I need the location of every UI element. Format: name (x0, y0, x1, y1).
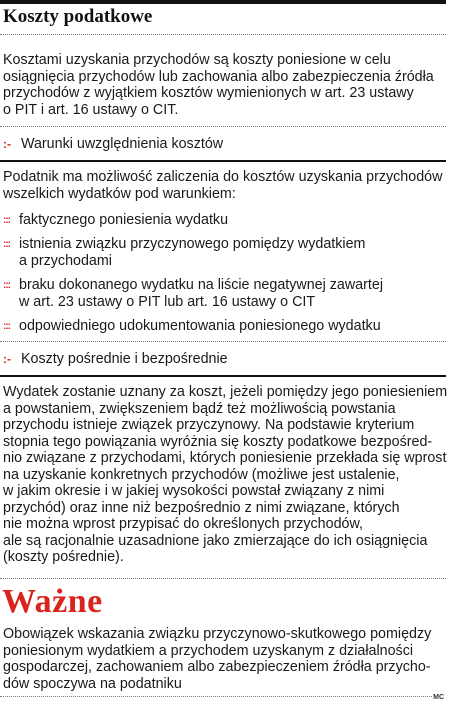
list-item (3, 318, 381, 336)
divider (0, 126, 446, 127)
text-line: Wydatek zostanie uznany za koszt, jeżeli pomiędzy jego poniesieniem (3, 384, 448, 400)
text-line: poniesionym wydatkiem a przychodem uzyskanym z działalności (3, 642, 414, 659)
section-rule (0, 160, 446, 162)
important-heading: Ważne (2, 583, 103, 620)
list-item (3, 277, 383, 310)
text-line: nio związane z przychodami, których poniesienie przekłada się wprost (3, 450, 447, 466)
text-line: przychód) oraz inne niż bezpośrednio z nimi związane, których (3, 499, 400, 516)
text-line: przychodów z wyjątkiem kosztów wymienionych w art. 23 ustawy (3, 85, 414, 101)
bullet-icon: ::: (3, 239, 10, 250)
important-paragraph (3, 626, 431, 692)
bullet-icon: ::: (3, 321, 10, 332)
text-line: nie można wprost przypisać do określonych przychodów, (3, 516, 363, 532)
list-item (3, 236, 365, 269)
article-title: Koszty podatkowe (3, 6, 153, 27)
text-line: osiągnięcia przychodów lub zachowania albo zabezpieczenia źródła (3, 68, 434, 85)
intro-paragraph (3, 52, 434, 118)
divider (0, 34, 446, 35)
cost-types-paragraph (3, 384, 447, 566)
section-heading-label: Warunki uwzględnienia kosztów (21, 136, 224, 152)
list-item (3, 212, 228, 230)
text-line: faktycznego poniesienia wydatku (19, 212, 229, 228)
section-heading-label: Koszty pośrednie i bezpośrednie (21, 351, 228, 367)
divider (0, 696, 432, 697)
text-line: Podatnik ma możliwość zaliczenia do kosztów uzyskania przychodów (3, 169, 443, 185)
section-marker-icon: :- (3, 352, 11, 366)
section-heading-conditions (3, 136, 223, 153)
text-line: Kosztami uzyskania przychodów są koszty poniesione w celu (3, 52, 391, 68)
divider (0, 341, 446, 342)
text-line: ale są racjonalnie uzasadnione jako zmierzające do ich osiągnięcia (3, 532, 428, 549)
text-line: gospodarczej, zachowaniem albo zabezpieczeniem źródła przycho- (3, 659, 431, 675)
text-line: na uzyskanie konkretnych przychodów (możliwe jest ustalenie, (3, 466, 400, 483)
text-line: odpowiedniego udokumentowania poniesionego wydatku (19, 318, 381, 334)
text-line: a powstaniem, zwiększeniem bądź też możliwością powstania (3, 400, 396, 417)
section-marker-icon: :- (3, 137, 11, 151)
text-line: w art. 23 ustawy o PIT lub art. 16 ustawy o CIT (19, 293, 316, 310)
text-line: stopnia tego powiązania wyróżnia się koszty podatkowe bezpośred- (3, 433, 433, 450)
text-line: Obowiązek wskazania związku przyczynowo-skutkowego pomiędzy (3, 626, 432, 642)
text-line: dów spoczywa na podatniku (3, 675, 182, 692)
bullet-icon: ::: (3, 215, 10, 226)
section-heading-cost-types (3, 351, 228, 368)
section-rule (0, 375, 446, 377)
author-credit: MC (433, 694, 444, 701)
bullet-icon: ::: (3, 280, 10, 291)
divider (0, 578, 446, 579)
text-line: wszelkich wydatków pod warunkiem: (3, 185, 236, 202)
text-line: o PIT i art. 16 ustawy o CIT. (3, 101, 179, 118)
text-line: (koszty pośrednie). (3, 549, 124, 565)
text-line: braku dokonanego wydatku na liście negatywnej zawartej (19, 277, 383, 293)
conditions-lead (3, 169, 442, 202)
text-line: a przychodami (19, 252, 112, 269)
text-line: istnienia związku przyczynowego pomiędzy wydatkiem (19, 236, 366, 252)
top-rule (0, 0, 446, 4)
text-line: przychodu istnieje związek przyczynowy. Na podstawie kryterium (3, 417, 415, 433)
text-line: w jakim okresie i w jakiej wysokości powstał związany z nimi (3, 483, 385, 499)
